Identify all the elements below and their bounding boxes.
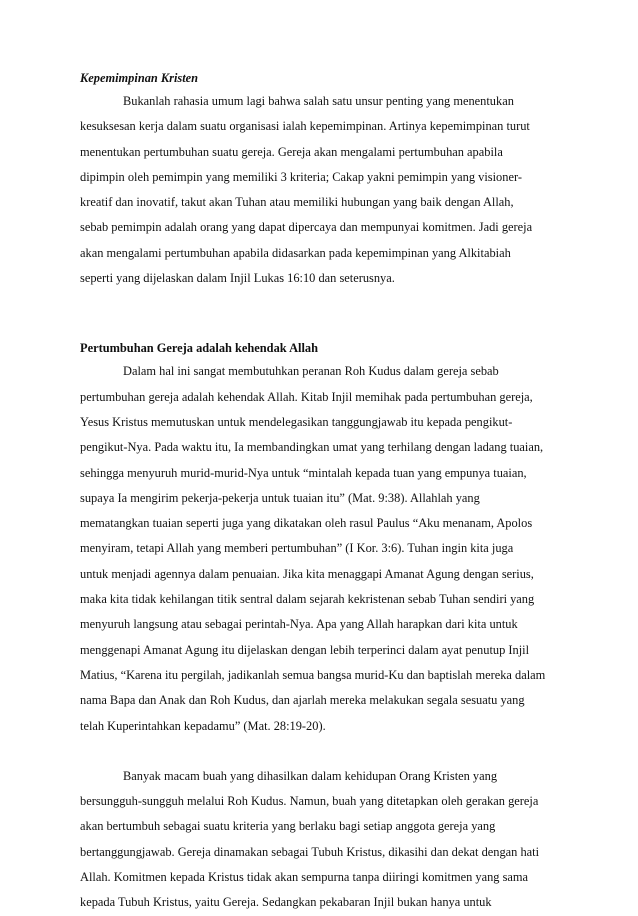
text-line: menyiram, tetapi Allah yang memberi pertumbuhan” (I Kor. 3:6). Tuhan ingin kita juga	[80, 541, 514, 556]
text-line: Banyak macam buah yang dihasilkan dalam kehidupan Orang Kristen yang	[123, 768, 498, 783]
text-line: Yesus Kristus memutuskan untuk mendelegasikan tanggungjawab itu kepada pengikut-	[80, 414, 513, 429]
text-line: pengikut-Nya. Pada waktu itu, Ia membandingkan umat yang terhilang dengan ladang tuaian,	[80, 440, 544, 455]
text-line: telah Kuperintahkan kepadamu” (Mat. 28:19-20).	[80, 718, 326, 733]
text-line: menggenapi Amanat Agung itu dijelaskan dengan lebih terperinci dalam ayat penutup Injil	[80, 642, 530, 657]
text-line: Dalam hal ini sangat membutuhkan peranan Roh Kudus dalam gereja sebab	[123, 364, 499, 379]
text-line: mematangkan tuaian seperti juga yang dikatakan oleh rasul Paulus “Aku menanam, Apolos	[80, 516, 533, 531]
text-line: kepada Tubuh Kristus, yaitu Gereja. Sedangkan pekabaran Injil bukan hanya untuk	[80, 895, 492, 910]
text-line: nama Bapa dan Anak dan Roh Kudus, dan ajarlah mereka melakukan segala sesuatu yang	[80, 693, 525, 708]
text-line: akan mengalami pertumbuhan apabila didasarkan pada kepemimpinan yang Alkitabiah	[80, 245, 511, 260]
document-page	[80, 70, 550, 916]
section-heading-pertumbuhan: Pertumbuhan Gereja adalah kehendak Allah	[80, 341, 318, 356]
section-body-pertumbuhan-para2	[80, 764, 550, 916]
text-line: menyuruh langsung atau sebagai perintah-Nya. Apa yang Allah harapkan dari kita untuk	[80, 617, 518, 632]
text-line: pertumbuhan gereja adalah kehendak Allah. Kitab Injil memihak pada pertumbuhan gereja,	[80, 389, 533, 404]
text-line: kreatif dan inovatif, takut akan Tuhan atau memiliki hubungan yang baik dengan Allah,	[80, 195, 514, 210]
text-line: menentukan pertumbuhan suatu gereja. Gereja akan mengalami pertumbuhan apabila	[80, 144, 503, 159]
text-line: kesuksesan kerja dalam suatu organisasi ialah kepemimpinan. Artinya kepemimpinan turut	[80, 119, 530, 134]
text-line: sebab pemimpin adalah orang yang dapat dipercaya dan mempunyai komitmen. Jadi gereja	[80, 220, 533, 235]
paragraph-spacer	[80, 739, 550, 764]
section-body-pertumbuhan-para1	[80, 359, 550, 738]
text-line: akan bertumbuh sebagai suatu kriteria yang berlaku bagi setiap anggota gereja yang	[80, 819, 496, 834]
text-line: Bukanlah rahasia umum lagi bahwa salah satu unsur penting yang menentukan	[123, 94, 514, 108]
text-line: Allah. Komitmen kepada Kristus tidak akan sempurna tanpa diiringi komitmen yang sama	[80, 870, 529, 885]
text-line: maka kita tidak kehilangan titik sentral dalam sejarah kekristenan sebab Tuhan sendiri yang	[80, 592, 535, 607]
text-line: bertanggungjawab. Gereja dinamakan sebagai Tubuh Kristus, dikasihi dan dekat dengan hati	[80, 844, 540, 859]
text-line: untuk menjadi agennya dalam penuaian. Jika kita menaggapi Amanat Agung dengan serius,	[80, 566, 534, 581]
text-line: bersungguh-sungguh melalui Roh Kudus. Namun, buah yang ditetapkan oleh gerakan gereja	[80, 794, 539, 809]
text-line: supaya Ia mengirim pekerja-pekerja untuk tuaian itu” (Mat. 9:38). Allahlah yang	[80, 490, 480, 505]
text-line: sehingga menyuruh murid-murid-Nya untuk “mintalah kepada tuan yang empunya tuaian,	[80, 465, 527, 480]
text-line: seperti yang dijelaskan dalam Injil Lukas 16:10 dan seterusnya.	[80, 271, 395, 286]
text-line: dipimpin oleh pemimpin yang memiliki 3 kriteria; Cakap yakni pemimpin yang visioner-	[80, 169, 522, 184]
section-heading-kepemimpinan: Kepemimpinan Kristen	[80, 71, 199, 85]
section-spacer	[80, 291, 550, 340]
text-line: Matius, “Karena itu pergilah, jadikanlah semua bangsa murid-Ku dan baptislah mereka dalam	[80, 667, 546, 682]
section-body-kepemimpinan	[80, 89, 550, 291]
